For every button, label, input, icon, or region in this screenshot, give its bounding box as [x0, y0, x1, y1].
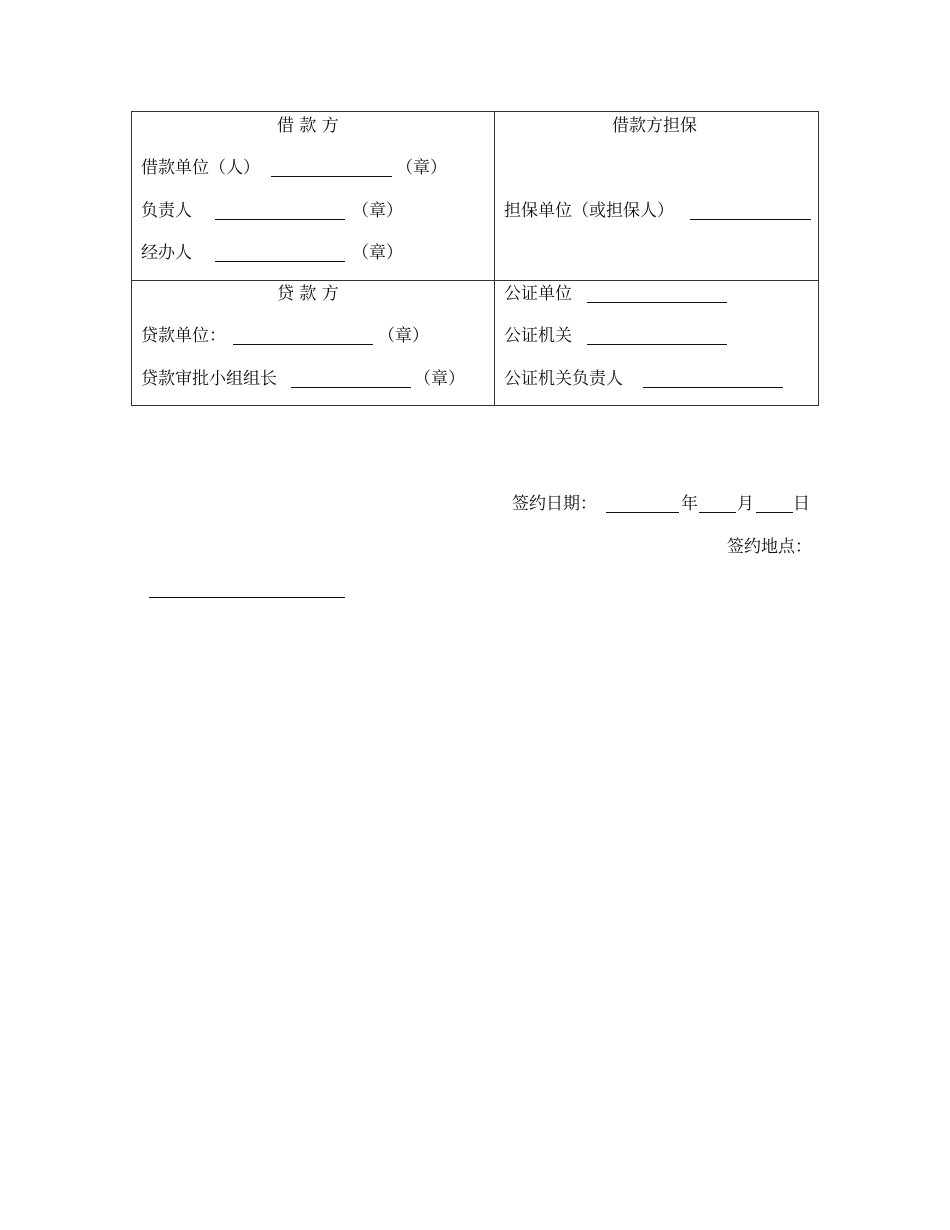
lender-leader-seal: （章）: [414, 369, 465, 389]
guarantor-unit-blank[interactable]: [690, 219, 811, 220]
borrower-head-label: 负责人: [141, 201, 192, 221]
borrower-head-seal: （章）: [352, 201, 403, 221]
notary-head-label: 公证机关负责人: [504, 369, 623, 389]
notary-unit-blank[interactable]: [587, 302, 727, 303]
signature-table: [131, 111, 819, 406]
signing-month-label: 月: [737, 494, 754, 514]
lender-unit-label: 贷款单位：: [141, 326, 226, 346]
table-row-divider: [132, 280, 818, 281]
guarantor-header: 借款方担保: [612, 116, 697, 136]
signing-month-blank[interactable]: [699, 512, 736, 513]
borrower-unit-label: 借款单位（人）: [141, 158, 260, 178]
borrower-head-blank[interactable]: [215, 219, 345, 220]
borrower-header: 借 款 方: [277, 116, 339, 136]
lender-unit-seal: （章）: [378, 326, 429, 346]
borrower-agent-blank[interactable]: [215, 261, 345, 262]
notary-head-blank[interactable]: [643, 387, 783, 388]
notary-office-blank[interactable]: [587, 344, 727, 345]
signing-place-blank[interactable]: [149, 597, 345, 598]
borrower-agent-label: 经办人: [141, 243, 192, 263]
table-column-divider: [494, 112, 495, 405]
borrower-unit-blank[interactable]: [271, 176, 392, 177]
lender-leader-blank[interactable]: [291, 387, 411, 388]
notary-unit-label: 公证单位: [504, 284, 572, 304]
signing-day-label: 日: [793, 494, 810, 514]
lender-leader-label: 贷款审批小组组长: [141, 369, 277, 389]
borrower-unit-seal: （章）: [396, 158, 447, 178]
lender-header: 贷 款 方: [277, 284, 339, 304]
signing-year-blank[interactable]: [606, 512, 679, 513]
signing-place-label: 签约地点：: [727, 537, 812, 557]
guarantor-unit-label: 担保单位（或担保人）: [504, 201, 674, 221]
signing-date-label: 签约日期：: [512, 494, 597, 514]
signing-year-label: 年: [681, 494, 698, 514]
borrower-agent-seal: （章）: [352, 243, 403, 263]
signing-day-blank[interactable]: [756, 512, 793, 513]
lender-unit-blank[interactable]: [233, 344, 373, 345]
notary-office-label: 公证机关: [504, 326, 572, 346]
